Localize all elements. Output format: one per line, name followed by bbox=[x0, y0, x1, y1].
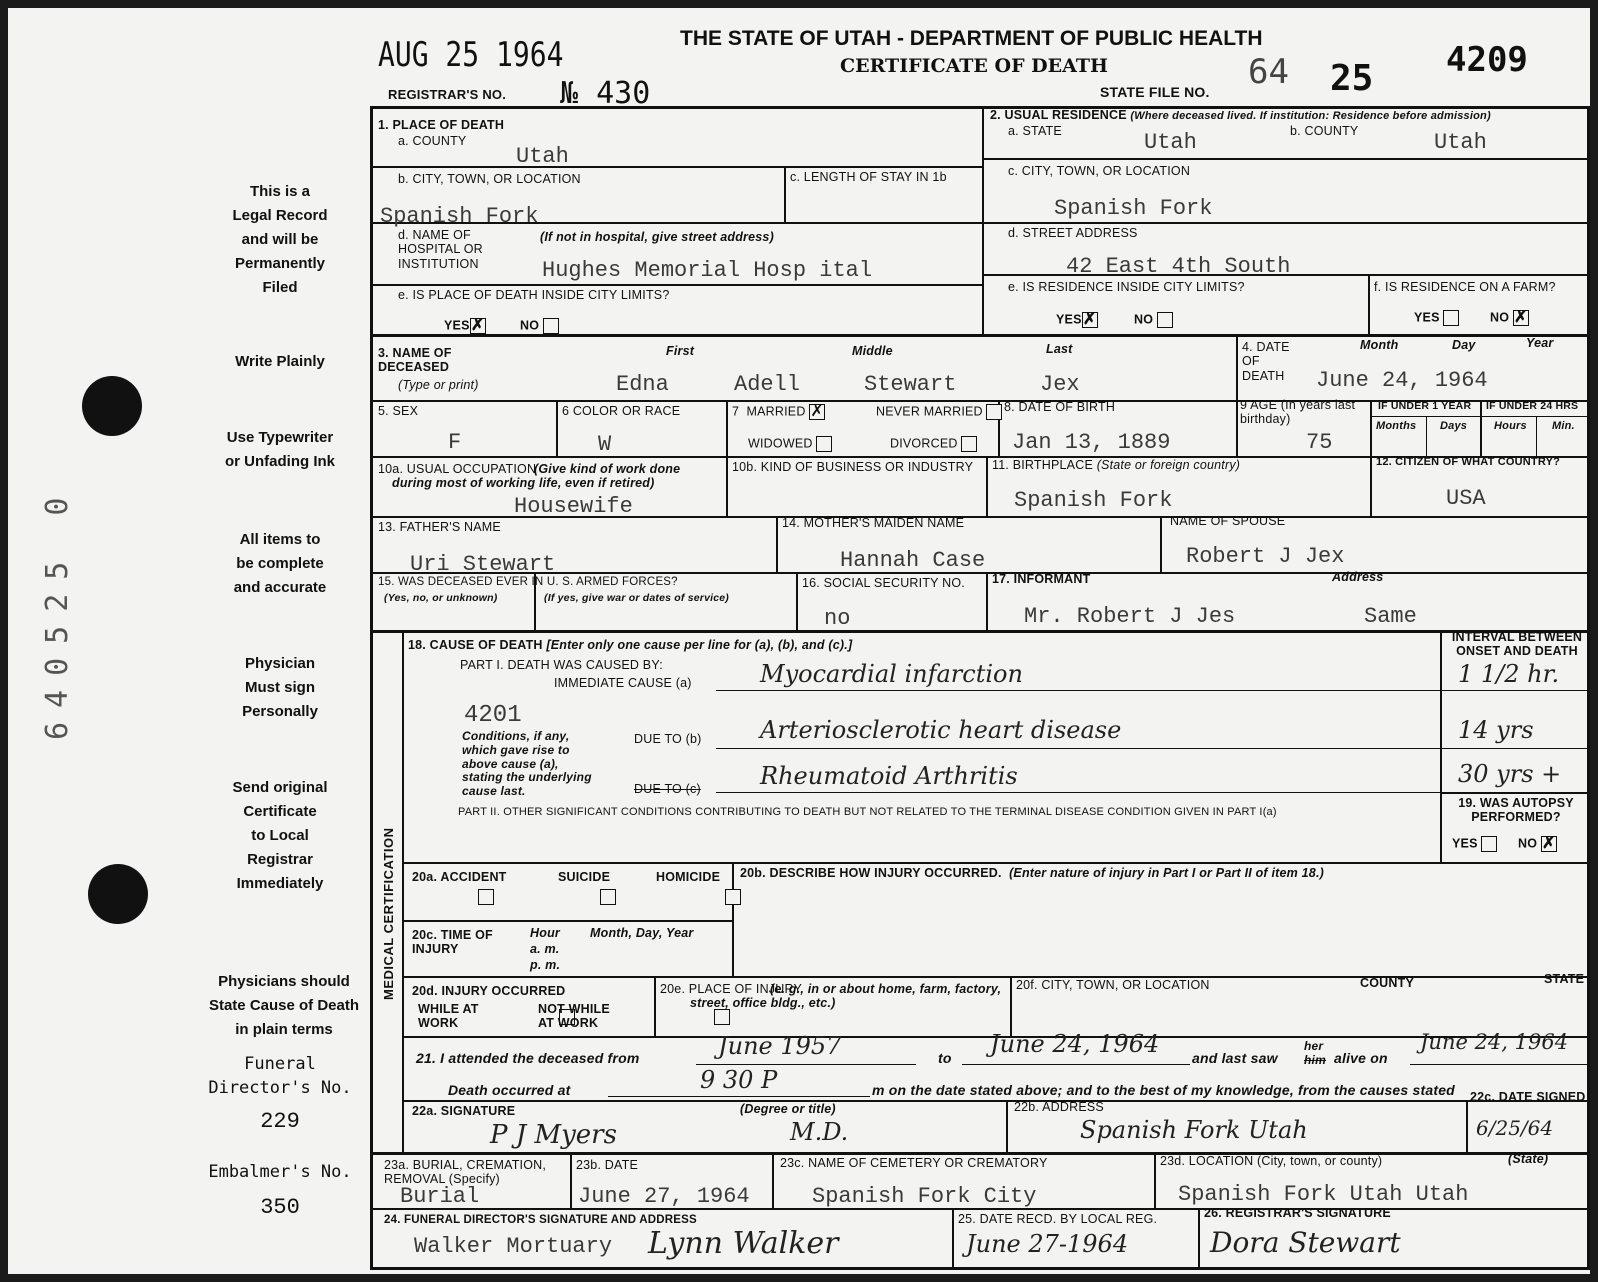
hospital-label: d. NAME OF HOSPITAL OR INSTITUTION bbox=[398, 228, 483, 271]
date-signed-label: 22c. DATE SIGNED bbox=[1470, 1090, 1586, 1104]
registrar-no-value: № 430 bbox=[560, 76, 651, 111]
interval-c-value: 30 yrs + bbox=[1458, 760, 1562, 788]
race-label: 6 COLOR OR RACE bbox=[562, 404, 681, 418]
not-while-at-work-checkbox[interactable] bbox=[714, 1009, 730, 1025]
accident-label: 20a. ACCIDENT bbox=[412, 870, 507, 884]
widowed-option[interactable]: WIDOWED bbox=[748, 436, 832, 452]
sex-label: 5. SEX bbox=[378, 404, 419, 418]
burial-label: 23a. BURIAL, CREMATION, REMOVAL (Specify) bbox=[384, 1158, 547, 1187]
name-of-deceased-label: 3. NAME OF DECEASED bbox=[378, 346, 452, 375]
due-to-b-label: DUE TO (b) bbox=[634, 732, 702, 746]
no-checkbox[interactable]: ✗ bbox=[1542, 835, 1556, 852]
mother-name-value: Hannah Case bbox=[840, 548, 986, 573]
injury-occurred-label: 20d. INJURY OCCURRED bbox=[412, 984, 566, 998]
funeral-director-number: 229 bbox=[260, 1109, 300, 1134]
state-file-no-part3: 4209 bbox=[1446, 40, 1528, 80]
middle-name-value: Adell bbox=[734, 372, 801, 397]
married-option[interactable]: 7 MARRIED ✗ bbox=[732, 403, 825, 420]
last-saw-label: and last saw bbox=[1192, 1050, 1278, 1066]
registrar-signature-label: 26. REGISTRAR'S SIGNATURE bbox=[1204, 1206, 1391, 1220]
cause-a-value: Myocardial infarction bbox=[760, 660, 1023, 688]
not-while-at-work-option[interactable]: NOT WHILE AT WORK bbox=[538, 1002, 610, 1031]
middle-name-label: Middle bbox=[852, 344, 893, 358]
spouse-label: NAME OF SPOUSE bbox=[1170, 514, 1286, 528]
registrar-signature-value: Dora Stewart bbox=[1210, 1226, 1401, 1259]
yes-checkbox[interactable]: ✗ bbox=[470, 317, 485, 334]
cause-of-death-label: 18. CAUSE OF DEATH [Enter only one cause per line for (a), (b), and (c).] bbox=[408, 638, 853, 652]
sidebar-physician: Physician Must sign Personally bbox=[242, 655, 318, 720]
sidebar-complete: All items to be complete and accurate bbox=[233, 531, 327, 596]
death-city-value: Spanish Fork bbox=[380, 204, 539, 229]
street-address-value: 42 East 4th South bbox=[1066, 254, 1291, 279]
months-label: Months bbox=[1376, 420, 1417, 432]
funeral-director-label: 24. FUNERAL DIRECTOR'S SIGNATURE AND ADDRESS bbox=[384, 1214, 697, 1226]
yes-checkbox[interactable] bbox=[1443, 310, 1459, 326]
place-of-injury-note: (e. g., in or about home, farm, factory, street, office bldg., etc.) bbox=[690, 982, 1002, 1011]
city-label: b. CITY, TOWN, OR LOCATION bbox=[398, 172, 581, 186]
death-inside-city-yes[interactable]: YES✗ bbox=[444, 317, 485, 334]
date-of-death-value: June 24, 1964 bbox=[1316, 368, 1488, 393]
ssn-value: no bbox=[824, 606, 851, 631]
homicide-checkbox[interactable] bbox=[725, 889, 741, 905]
registrar-no-label: REGISTRAR'S NO. bbox=[388, 87, 507, 102]
funeral-home-value: Walker Mortuary bbox=[414, 1234, 613, 1259]
death-occurred-label: Death occurred at bbox=[448, 1082, 571, 1098]
funeral-director-signature: Lynn Walker bbox=[648, 1226, 839, 1261]
spouse-value: Robert J Jex bbox=[1186, 544, 1345, 569]
residence-city-label: c. CITY, TOWN, OR LOCATION bbox=[1008, 164, 1191, 178]
interval-label: INTERVAL BETWEEN ONSET AND DEATH bbox=[1451, 630, 1583, 659]
min-label: Min. bbox=[1552, 420, 1575, 432]
state-file-no-part2: 25 bbox=[1330, 58, 1374, 99]
year-label: Year bbox=[1526, 336, 1554, 350]
type-or-print-note: (Type or print) bbox=[398, 378, 479, 392]
date-received-value: June 27-1964 bbox=[966, 1230, 1129, 1258]
embalmer-number: 350 bbox=[260, 1195, 300, 1220]
month-day-year-label: Month, Day, Year bbox=[590, 926, 694, 940]
sidebar-funeral-director-no: Funeral Director's No. bbox=[208, 1054, 352, 1098]
state-label: a. STATE bbox=[1008, 124, 1062, 138]
time-of-injury-label: 20c. TIME OF INJURY bbox=[412, 928, 493, 957]
no-checkbox[interactable] bbox=[543, 318, 559, 334]
last-name-value: Jex bbox=[1040, 372, 1080, 397]
father-name-label: 13. FATHER'S NAME bbox=[378, 520, 501, 534]
hospital-value: Hughes Memorial Hosp ital bbox=[542, 258, 873, 283]
armed-forces-label: 15. WAS DECEASED EVER IN U. S. ARMED FORCES? bbox=[378, 576, 678, 588]
county-label: a. COUNTY bbox=[398, 134, 467, 148]
punch-hole-top bbox=[82, 376, 142, 436]
interval-a-value: 1 1/2 hr. bbox=[1458, 660, 1560, 688]
sidebar-typewriter: Use Typewriter or Unfading Ink bbox=[225, 429, 335, 470]
divorced-checkbox[interactable] bbox=[961, 436, 977, 452]
death-county-value: Utah bbox=[516, 144, 569, 169]
autopsy-label: 19. WAS AUTOPSY PERFORMED? bbox=[1458, 796, 1574, 825]
never-married-option[interactable]: NEVER MARRIED bbox=[876, 404, 1002, 420]
informant-address-value: Same bbox=[1364, 604, 1417, 629]
due-to-c-label: DUE TO (c) bbox=[634, 782, 701, 796]
last-name-label: Last bbox=[1046, 342, 1073, 356]
sidebar-physicians-should: Physicians should State Cause of Death in plain terms bbox=[208, 973, 360, 1038]
immediate-cause-label: IMMEDIATE CAUSE (a) bbox=[554, 676, 692, 690]
degree-value: M.D. bbox=[790, 1118, 849, 1146]
residence-state-value: Utah bbox=[1144, 130, 1197, 155]
state-title: THE STATE OF UTAH - DEPARTMENT OF PUBLIC HEALTH bbox=[680, 27, 1263, 50]
am-label: a. m. bbox=[530, 942, 560, 956]
birthplace-label: 11. BIRTHPLACE (State or foreign country) bbox=[992, 458, 1241, 472]
citizen-label: 12. CITIZEN OF WHAT COUNTRY? bbox=[1376, 456, 1561, 468]
medical-certification-label: MEDICAL CERTIFICATION bbox=[381, 827, 396, 1000]
suicide-checkbox[interactable] bbox=[600, 889, 616, 905]
street-address-label: d. STREET ADDRESS bbox=[1008, 226, 1138, 240]
days-label: Days bbox=[1440, 420, 1468, 432]
usual-residence-label: 2. USUAL RESIDENCE (Where deceased lived. If institution: Residence before admission) bbox=[990, 108, 1491, 122]
date-of-death-label: 4. DATE OF DEATH bbox=[1242, 340, 1290, 383]
age-label: 9 AGE (In years last birthday) bbox=[1240, 398, 1356, 427]
hours-label: Hours bbox=[1494, 420, 1527, 432]
middle2-name-value: Stewart bbox=[864, 372, 957, 397]
death-time-value: 9 30 P bbox=[700, 1066, 778, 1094]
married-checkbox[interactable]: ✗ bbox=[810, 403, 825, 420]
date-received-label: 25. DATE RECD. BY LOCAL REG. bbox=[958, 1212, 1158, 1226]
residence-inside-city-yes[interactable]: YES✗ bbox=[1056, 311, 1097, 328]
date-of-birth-label: 8. DATE OF BIRTH bbox=[1004, 400, 1116, 414]
residence-county-value: Utah bbox=[1434, 130, 1487, 155]
date-of-birth-value: Jan 13, 1889 bbox=[1012, 430, 1171, 455]
farm-no[interactable]: NO ✗ bbox=[1490, 309, 1528, 326]
place-of-injury-label: 20e. PLACE OF INJURY bbox=[660, 982, 803, 996]
hour-label: Hour bbox=[530, 926, 560, 940]
date-received-stamp: AUG 25 1964 bbox=[378, 34, 564, 75]
residence-inside-city-label: e. IS RESIDENCE INSIDE CITY LIMITS? bbox=[1008, 280, 1245, 294]
occupation-value: Housewife bbox=[514, 494, 633, 519]
interval-b-value: 14 yrs bbox=[1458, 716, 1534, 744]
sidebar-embalmer-no: Embalmer's No. bbox=[208, 1162, 352, 1182]
place-of-death-label: 1. PLACE OF DEATH bbox=[378, 118, 505, 132]
signature-label: 22a. SIGNATURE bbox=[412, 1104, 516, 1118]
citizen-value: USA bbox=[1446, 486, 1486, 511]
alive-on-label: alive on bbox=[1334, 1050, 1388, 1066]
informant-value: Mr. Robert J Jes bbox=[1024, 604, 1236, 629]
burial-location-label: 23d. LOCATION (City, town, or county) bbox=[1160, 1154, 1383, 1168]
age-value: 75 bbox=[1306, 430, 1333, 455]
no-checkbox[interactable] bbox=[1157, 312, 1173, 328]
accident-checkbox[interactable] bbox=[478, 889, 494, 905]
widowed-checkbox[interactable] bbox=[816, 436, 832, 452]
sidebar-write-plainly: Write Plainly bbox=[235, 353, 325, 370]
her-label: her bbox=[1304, 1039, 1324, 1053]
residence-county-label: b. COUNTY bbox=[1290, 124, 1359, 138]
armed-forces-note1: (Yes, no, or unknown) bbox=[384, 592, 498, 604]
hospital-note: (If not in hospital, give street address) bbox=[540, 230, 774, 244]
cemetery-label: 23c. NAME OF CEMETERY OR CREMATORY bbox=[780, 1156, 1048, 1170]
yes-checkbox[interactable]: ✗ bbox=[1082, 311, 1097, 328]
attended-from-value: June 1957 bbox=[718, 1032, 842, 1060]
burial-location-value: Spanish Fork Utah Utah bbox=[1178, 1182, 1469, 1207]
father-name-value: Uri Stewart bbox=[410, 552, 556, 577]
burial-date-value: June 27, 1964 bbox=[578, 1184, 750, 1209]
armed-forces-note2: (If yes, give war or dates of service) bbox=[544, 592, 730, 604]
autopsy-yes[interactable]: YES bbox=[1452, 836, 1497, 852]
date-signed-value: 6/25/64 bbox=[1476, 1116, 1554, 1140]
sex-value: F bbox=[448, 430, 462, 455]
farm-label: f. IS RESIDENCE ON A FARM? bbox=[1374, 280, 1556, 294]
yes-checkbox[interactable] bbox=[1481, 836, 1497, 852]
conditions-note: Conditions, if any, which gave rise to above cause (a), stating the underlying cause last. bbox=[462, 729, 592, 799]
state-file-no-part1: 64 bbox=[1248, 52, 1289, 92]
him-label: him bbox=[1304, 1053, 1326, 1067]
part2-label: PART II. OTHER SIGNIFICANT CONDITIONS CONTRIBUTING TO DEATH BUT NOT RELATED TO THE TERMINAL DISEASE CONDITION GIVEN IN PART I(a) bbox=[458, 806, 1277, 818]
physician-signature: P J Myers bbox=[490, 1120, 617, 1150]
best-knowledge-text: m on the date stated above; and to the best of my knowledge, from the causes stated bbox=[872, 1082, 1455, 1098]
sidebar-send-original: Send original Certificate to Local Registrar Immediately bbox=[232, 779, 328, 892]
occupation-label: 10a. USUAL OCCUPATION bbox=[378, 462, 537, 476]
cause-b-value: Arteriosclerotic heart disease bbox=[760, 716, 1122, 744]
physician-address-value: Spanish Fork Utah bbox=[1080, 1116, 1308, 1144]
month-label: Month bbox=[1360, 338, 1399, 352]
burial-value: Burial bbox=[400, 1184, 480, 1209]
farm-yes[interactable]: YES bbox=[1414, 310, 1459, 326]
day-label: Day bbox=[1452, 338, 1476, 352]
to-label: to bbox=[938, 1050, 952, 1066]
inside-city-label: e. IS PLACE OF DEATH INSIDE CITY LIMITS? bbox=[398, 288, 670, 302]
cemetery-value: Spanish Fork City bbox=[812, 1184, 1037, 1209]
injury-city-label: 20f. CITY, TOWN, OR LOCATION bbox=[1016, 978, 1210, 992]
race-value: W bbox=[598, 432, 612, 457]
business-label: 10b. KIND OF BUSINESS OR INDUSTRY bbox=[732, 460, 974, 474]
burial-state-label: (State) bbox=[1508, 1152, 1549, 1166]
punch-hole-bottom bbox=[88, 864, 148, 924]
certificate-title: CERTIFICATE OF DEATH bbox=[840, 55, 1108, 77]
degree-label: (Degree or title) bbox=[740, 1102, 836, 1116]
mother-name-label: 14. MOTHER'S MAIDEN NAME bbox=[782, 516, 965, 530]
physician-address-label: 22b. ADDRESS bbox=[1014, 1100, 1104, 1114]
cause-c-value: Rheumatoid Arthritis bbox=[760, 762, 1018, 790]
no-checkbox[interactable]: ✗ bbox=[1514, 309, 1528, 326]
address-label: Address bbox=[1332, 570, 1384, 584]
death-inside-city-no[interactable]: NO bbox=[520, 318, 559, 334]
disease-code: 4201 bbox=[464, 702, 522, 729]
suicide-label: SUICIDE bbox=[558, 870, 611, 884]
birthplace-value: Spanish Fork bbox=[1014, 488, 1173, 513]
under-24-hrs-label: IF UNDER 24 HRS bbox=[1486, 400, 1579, 412]
occupation-note: (Give kind of work done during most of working life, even if retired) bbox=[392, 462, 681, 491]
divorced-option[interactable]: DIVORCED bbox=[890, 436, 977, 452]
length-of-stay-label: c. LENGTH OF STAY IN 1b bbox=[790, 170, 947, 184]
describe-injury-label: 20b. DESCRIBE HOW INJURY OCCURRED. (Enter nature of injury in Part I or Part II of item 18.) bbox=[740, 866, 1324, 880]
burial-date-label: 23b. DATE bbox=[576, 1158, 639, 1172]
state-file-no-label: STATE FILE NO. bbox=[1100, 84, 1210, 100]
pm-label: p. m. bbox=[530, 958, 561, 972]
attended-text: 21. I attended the deceased from bbox=[416, 1050, 640, 1066]
under-1-year-label: IF UNDER 1 YEAR bbox=[1378, 400, 1472, 412]
ssn-label: 16. SOCIAL SECURITY NO. bbox=[802, 576, 965, 590]
injury-state-label: STATE bbox=[1544, 972, 1585, 986]
sidebar-legal-record: This is a Legal Record and will be Permanently Filed bbox=[232, 183, 328, 296]
alive-on-value: June 24, 1964 bbox=[1420, 1030, 1569, 1054]
vertical-certificate-number: 640525 0 bbox=[40, 483, 75, 740]
first-name-label: First bbox=[666, 344, 695, 358]
residence-city-value: Spanish Fork bbox=[1054, 196, 1213, 221]
homicide-label: HOMICIDE bbox=[656, 870, 721, 884]
first-name-value: Edna bbox=[616, 372, 669, 397]
residence-inside-city-no[interactable]: NO bbox=[1134, 312, 1173, 328]
never-married-checkbox[interactable] bbox=[986, 404, 1002, 420]
part1-label: PART I. DEATH WAS CAUSED BY: bbox=[460, 658, 663, 672]
informant-label: 17. INFORMANT bbox=[992, 572, 1091, 586]
injury-county-label: COUNTY bbox=[1360, 976, 1414, 990]
while-at-work-option[interactable]: WHILE AT WORK bbox=[418, 1002, 479, 1031]
autopsy-no[interactable]: NO ✗ bbox=[1518, 835, 1556, 852]
attended-to-value: June 24, 1964 bbox=[990, 1030, 1160, 1058]
